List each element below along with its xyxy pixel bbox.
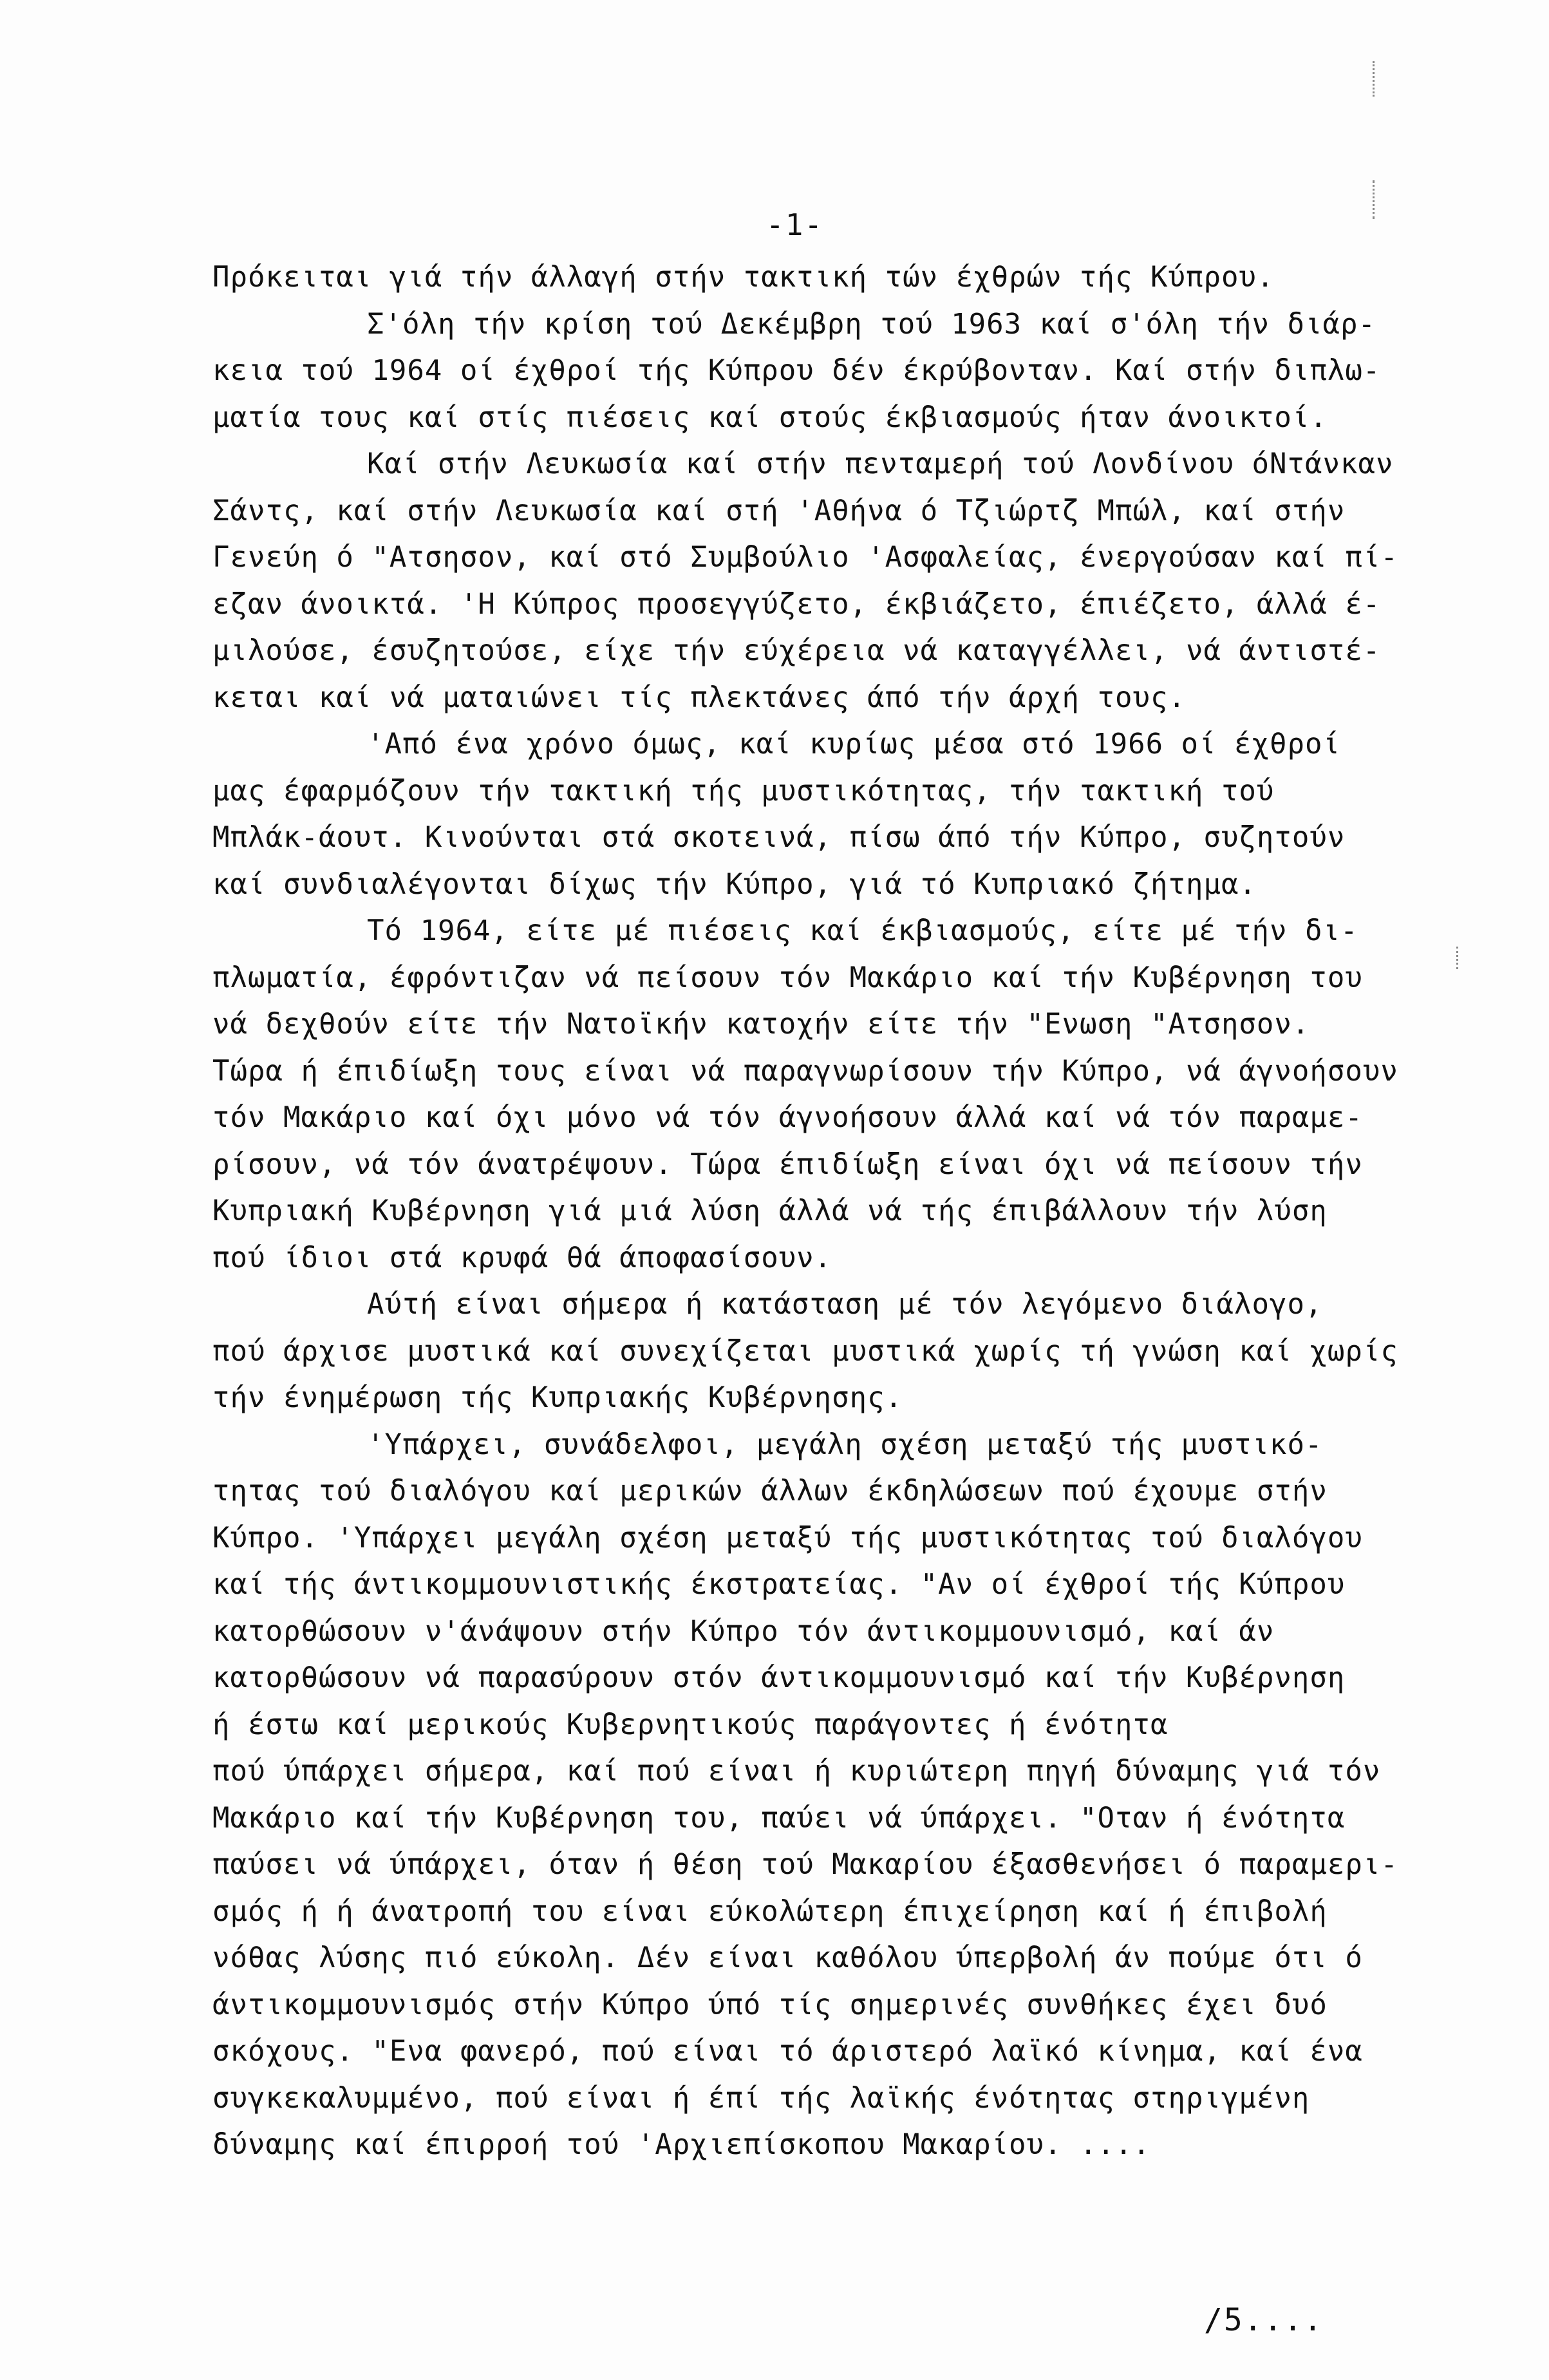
text-line: δύναμης καί έπιρροή τού 'Αρχιεπίσκοπου Μακαρίου. .... (212, 2128, 1150, 2161)
text-line: νόθας λύσης πιό εύκολη. Δέν είναι καθόλου ύπερβολή άν πούμε ότι ό (212, 1941, 1363, 1974)
text-line: καί συνδιαλέγονται δίχως τήν Κύπρο, γιά τό Κυπριακό ζήτημα. (212, 867, 1257, 901)
text-line: κεια τού 1964 οί έχθροί τής Κύπρου δέν έκρύβονταν. Καί στήν διπλω- (212, 354, 1381, 387)
text-line: Κυπριακή Κυβέρνηση γιά μιά λύση άλλά νά τής έπιβάλλουν τήν λύση (212, 1195, 1328, 1227)
margin-mark-upper (1373, 180, 1375, 219)
body-text (212, 254, 1513, 2169)
text-line: Μπλάκ-άουτ. Κινούνται στά σκοτεινά, πίσω άπό τήν Κύπρο, συζητούν (212, 821, 1346, 854)
text-line: μιλούσε, έσυζητούσε, είχε τήν εύχέρεια νά καταγγέλλει, νά άντιστέ- (212, 634, 1381, 667)
text-line: κατορθώσουν ν'άνάψουν στήν Κύπρο τόν άντικομμουνισμό, καί άν (212, 1614, 1275, 1648)
text-line: άντικομμουνισμός στήν Κύπρο ύπό τίς σημερινές συνθήκες έχει δυό (212, 1988, 1328, 2021)
text-line: Πρόκειται γιά τήν άλλαγή στήν τακτική τών έχθρών τής Κύπρου. (212, 261, 1275, 294)
text-line: εζαν άνοικτά. 'Η Κύπρος προσεγγύζετο, έκβιάζετο, έπιέζετο, άλλά έ- (212, 587, 1381, 621)
margin-mark-top (1373, 61, 1375, 97)
text-line: Μακάριο καί τήν Κυβέρνηση του, παύει νά ύπάρχει. "Οταν ή ένότητα (212, 1801, 1346, 1835)
text-line: πού ύπάρχει σήμερα, καί πού είναι ή κυριώτερη πηγή δύναμης γιά τόν (212, 1755, 1381, 1788)
text-line: καί τής άντικομμουνιστικής έκστρατείας. "Αν οί έχθροί τής Κύπρου (212, 1568, 1346, 1601)
text-line: σκόχους. "Ενα φανερό, πού είναι τό άριστερό λαϊκό κίνημα, καί ένα (212, 2035, 1363, 2068)
text-line: Σ'όλη τήν κρίση τού Δεκέμβρη τού 1963 καί σ'όλη τήν διάρ- (367, 307, 1376, 341)
text-line: Κύπρο. 'Υπάρχει μεγάλη σχέση μεταξύ τής μυστικότητας τού διαλόγου (212, 1521, 1363, 1554)
text-line: Τώρα ή έπιδίωξη τους είναι νά παραγνωρίσουν τήν Κύπρο, νά άγνοήσουν (212, 1054, 1398, 1088)
text-line: ρίσουν, νά τόν άνατρέψουν. Τώρα έπιδίωξη είναι όχι νά πείσουν τήν (212, 1148, 1363, 1181)
text-line: τόν Μακάριο καί όχι μόνο νά τόν άγνοήσουν άλλά καί νά τόν παραμε- (212, 1101, 1363, 1134)
text-line: τητας τού διαλόγου καί μερικών άλλων έκδηλώσεων πού έχουμε στήν (212, 1475, 1328, 1507)
text-line: συγκεκαλυμμένο, πού είναι ή έπί τής λαϊκής ένότητας στηριγμένη (212, 2081, 1310, 2115)
text-line: σμός ή ή άνατροπή του είναι εύκολώτερη έπιχείρηση καί ή έπιβολή (212, 1894, 1328, 1928)
text-line: τήν ένημέρωση τής Κυπριακής Κυβέρνησης. (212, 1381, 903, 1414)
text-line: Σάντς, καί στήν Λευκωσία καί στή 'Αθήνα ό Τζιώρτζ Μπώλ, καί στήν (212, 494, 1346, 527)
text-line: κεται καί νά ματαιώνει τίς πλεκτάνες άπό τήν άρχή τους. (212, 681, 1186, 714)
text-line: μας έφαρμόζουν τήν τακτική τής μυστικότητας, τήν τακτική τού (212, 774, 1275, 808)
text-line: Γενεύη ό "Ατσησον, καί στό Συμβούλιο 'Ασφαλείας, ένεργούσαν καί πί- (212, 541, 1398, 574)
text-line: Αύτή είναι σήμερα ή κατάσταση μέ τόν λεγόμενο διάλογο, (367, 1288, 1323, 1321)
text-line: Καί στήν Λευκωσία καί στήν πενταμερή τού Λονδίνου όΝτάνκαν (367, 448, 1394, 480)
text-line: κατορθώσουν νά παρασύρουν στόν άντικομμουνισμό καί τήν Κυβέρνηση (212, 1661, 1346, 1694)
text-line: Τό 1964, είτε μέ πιέσεις καί έκβιασμούς, είτε μέ τήν δι- (367, 914, 1358, 947)
page-number: -1- (766, 207, 824, 242)
text-line: 'Υπάρχει, συνάδελφοι, μεγάλη σχέση μεταξύ τής μυστικό- (367, 1428, 1323, 1461)
text-line: πού άρχισε μυστικά καί συνεχίζεται μυστικά χωρίς τή γνώση καί χωρίς (212, 1334, 1398, 1368)
text-line: νά δεχθούν είτε τήν Νατοϊκήν κατοχήν είτε τήν "Ενωση "Ατσησον. (212, 1008, 1310, 1041)
text-line: ή έστω καί μερικούς Κυβερνητικούς παράγοντες ή ένότητα (212, 1708, 1169, 1741)
continuation-mark: /5.... (1204, 2302, 1324, 2338)
text-line: πλωματία, έφρόντιζαν νά πείσουν τόν Μακάριο καί τήν Κυβέρνηση του (212, 961, 1363, 994)
text-line: παύσει νά ύπάρχει, όταν ή θέση τού Μακαρίου έξασθενήσει ό παραμερι- (212, 1848, 1398, 1881)
text-line: 'Από ένα χρόνο όμως, καί κυρίως μέσα στό 1966 οί έχθροί (367, 728, 1340, 760)
text-line: πού ίδιοι στά κρυφά θά άποφασίσουν. (212, 1241, 832, 1274)
text-line: ματία τους καί στίς πιέσεις καί στούς έκβιασμούς ήταν άνοικτοί. (212, 401, 1328, 434)
